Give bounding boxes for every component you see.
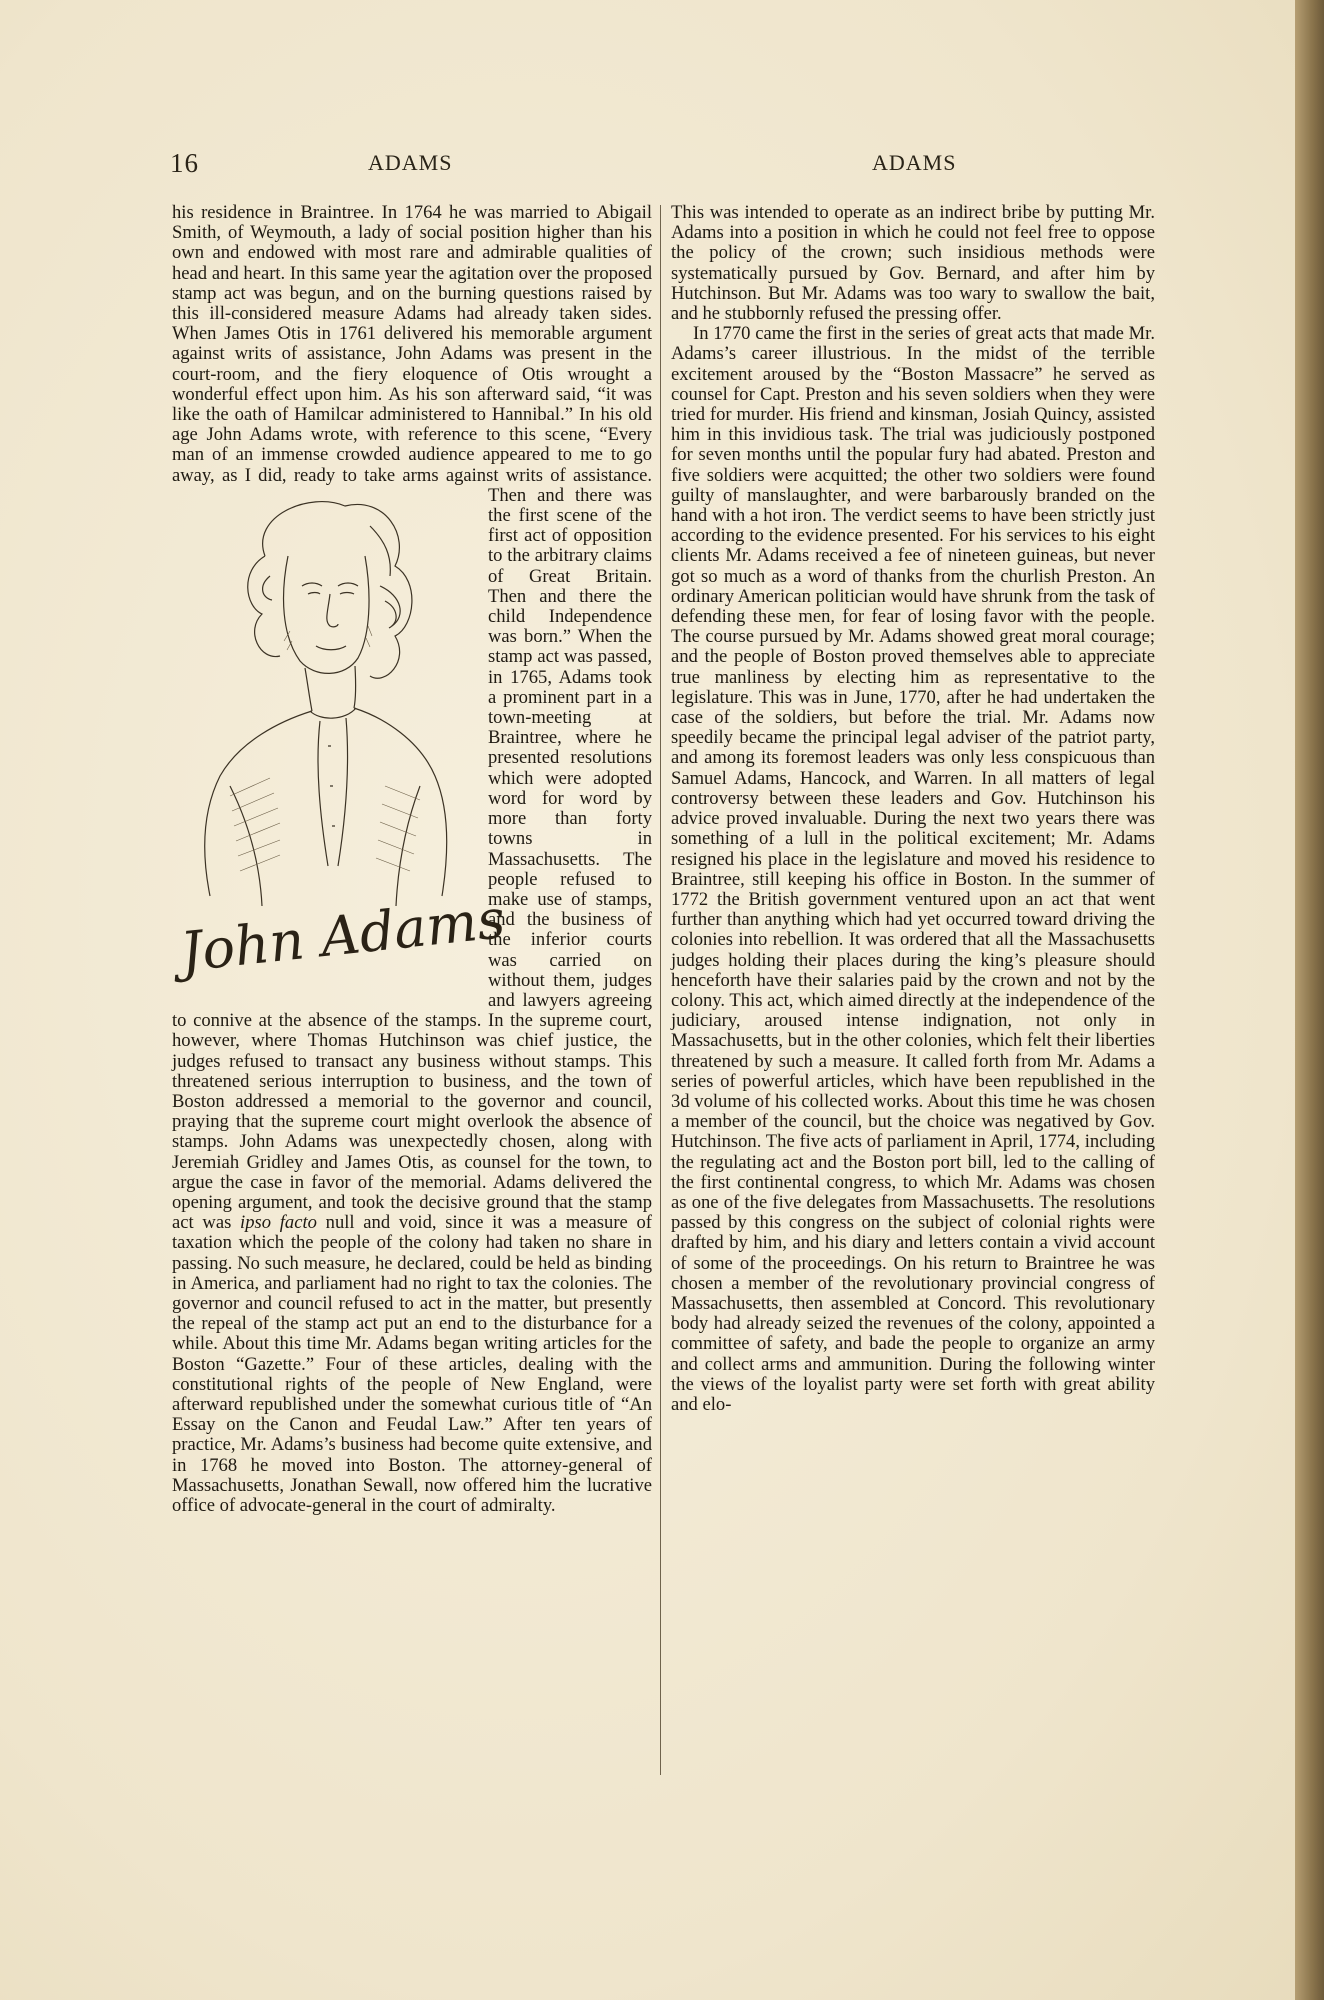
column-divider [660,205,661,1775]
italic-phrase: ipso facto [240,1212,317,1234]
page-number: 16 [170,148,199,178]
left-text-wrap: was the first scene of the first act of opposition to the arbitrary claims of Great Britain. Then and there the child Independence was born.” When the stamp act was passed, in 1765, Adams took a prominent part in a town-meeting at Braintree, where he presented resolutions which were adopted word for word by more than forty towns in Massachusetts. The people refused to make use of stamps, and the business of the inferior courts was carried on without them, judges and lawyers agreeing to connive at the absence of the stamps. In the supreme court, however, where Thomas Hutchinson was chief justice, the judges refused to transact any business without stamps. This threatened serious interruption to business, and the town of Boston addressed a memorial to the governor and council, praying that the supreme court might overlook the absence of stamps. John Adams was unexpectedly chosen, along with Jeremiah Gridley and James Otis, as counsel for the town, to argue the case in favor of the memorial. Adams delivered the opening argument, and took the decisive ground that the stamp act was [172,484,652,1234]
signature: John Adams [177,887,508,984]
running-head-right: ADAMS [872,150,957,175]
portrait-engraving [170,486,508,1006]
left-column [172,203,652,1516]
left-paragraph [172,203,652,1516]
right-paragraph-2: In 1770 came the first in the series of great acts that made Mr. Adams’s career illustrious. In the midst of the terrible excitement aroused by the “Boston Massacre” he served as counsel for Capt. Preston and his seven soldiers when they were tried for murder. His friend and kinsman, Josiah Quincy, assisted him in this invidious task. The trial was judiciously postponed for seven months until the popular fury had abated. Preston and five soldiers were acquitted; the other two soldiers were found guilty of manslaughter, and were barbarously branded on the hand with a hot iron. The verdict seems to have been strictly just according to the evidence presented. For his services to his eight clients Mr. Adams received a fee of nineteen guineas, but never got so much as a word of thanks from the churlish Preston. An ordinary American politician would have shrunk from the task of defending these men, for fear of losing favor with the people. The course pursued by Mr. Adams showed great moral courage; and the people of Boston proved themselves able to appreciate true manliness by electing him as representative to the legislature. This was in June, 1770, after he had undertaken the case of the soldiers, but before the trial. Mr. Adams now speedily became the principal legal adviser of the patriot party, and among its foremost leaders was only less conspicuous than Samuel Adams, Hancock, and Warren. In all matters of legal controversy between these leaders and Gov. Hutchinson his advice proved invaluable. During the next two years there was something of a lull in the political excitement; Mr. Adams resigned his place in the legislature and moved his residence to Braintree, still keeping his office in Boston. In the summer of 1772 the British government ventured upon an act that went further than anything which had yet occurred toward driving the colonies into rebellion. It was ordered that all the Massachusetts judges holding their places during the king’s pleasure should henceforth have their salaries paid by the crown and not by the colony. This act, which aimed directly at the independence of the judiciary, aroused intense indignation, not only in Massachusetts, but in the other colonies, which felt their liberties threatened by such a measure. It called forth from Mr. Adams a series of powerful articles, which have been republished in the 3d volume of his collected works. About this time he was chosen a member of the council, but the choice was negatived by Gov. Hutchinson. The five acts of parliament in April, 1774, including the regulating act and the Boston port bill, led to the calling of the first continental congress, to which Mr. Adams was chosen as one of the five delegates from Massachusetts. The resolutions passed by this congress on the subject of colonial rights were drafted by him, and his diary and letters contain a vivid account of some of the proceedings. On his return to Braintree he was chosen a member of the revolutionary provincial congress of Massachusetts, then assembled at Concord. This revolutionary body had already seized the revenues of the colony, appointed a committee of safety, and bade the people to organize an army and collect arms and ammunition. During the following winter the views of the loyalist party were set forth with great ability and elo- [671,323,1155,1415]
right-paragraph-1: This was intended to operate as an indirect bribe by putting Mr. Adams into a position in which he could not feel free to oppose the policy of the crown; such insidious methods were systematically pursued by Gov. Bernard, and after him by Hutchinson. But Mr. Adams was too wary to swallow the bait, and he stubbornly refused the pressing offer. [671,202,1155,325]
right-column [671,203,1155,1415]
portrait-illustration [170,486,470,926]
left-text-bottom: null and void, since it was a measure of taxation which the people of the colony had taken no share in passing. No such measure, he declared, could be held as binding in America, and parliament had no right to tax the colonies. The governor and council refused to act in the matter, but presently the repeal of the stamp act put an end to the disturbance for a while. About this time Mr. Adams began writing articles for the Boston “Gazette.” Four of these articles, dealing with the constitutional rights of the people of New England, were afterward republished under the somewhat curious title of “An Essay on the Canon and Feudal Law.” After ten years of practice, Mr. Adams’s business had become quite extensive, and in 1768 he moved into Boston. The attorney-general of Massachusetts, Jonathan Sewall, now offered him the lucrative office of advocate-general in the court of admiralty. [172,1212,652,1516]
left-text-top: his residence in Braintree. In 1764 he was married to Abigail Smith, of Weymouth, a lady of social position higher than his own and endowed with most rare and admirable qualities of head and heart. In this same year the agitation over the proposed stamp act was begun, and on the burning questions raised by this ill-considered measure Adams had already taken sides. When James Otis in 1761 delivered his memorable argument against writs of assistance, John Adams was present in the court-room, and the fiery eloquence of Otis wrought a wonderful effect upon him. As his son afterward said, “it was like the oath of Hamilcar administered to Hannibal.” In his old age John Adams wrote, with reference to this scene, “Every man of an immense crowded audience appeared to me to go away, as I did, ready to take arms against writs of assistance. Then and there [172,202,652,506]
page-edge [1295,0,1324,2000]
running-head-left: ADAMS [368,150,453,175]
